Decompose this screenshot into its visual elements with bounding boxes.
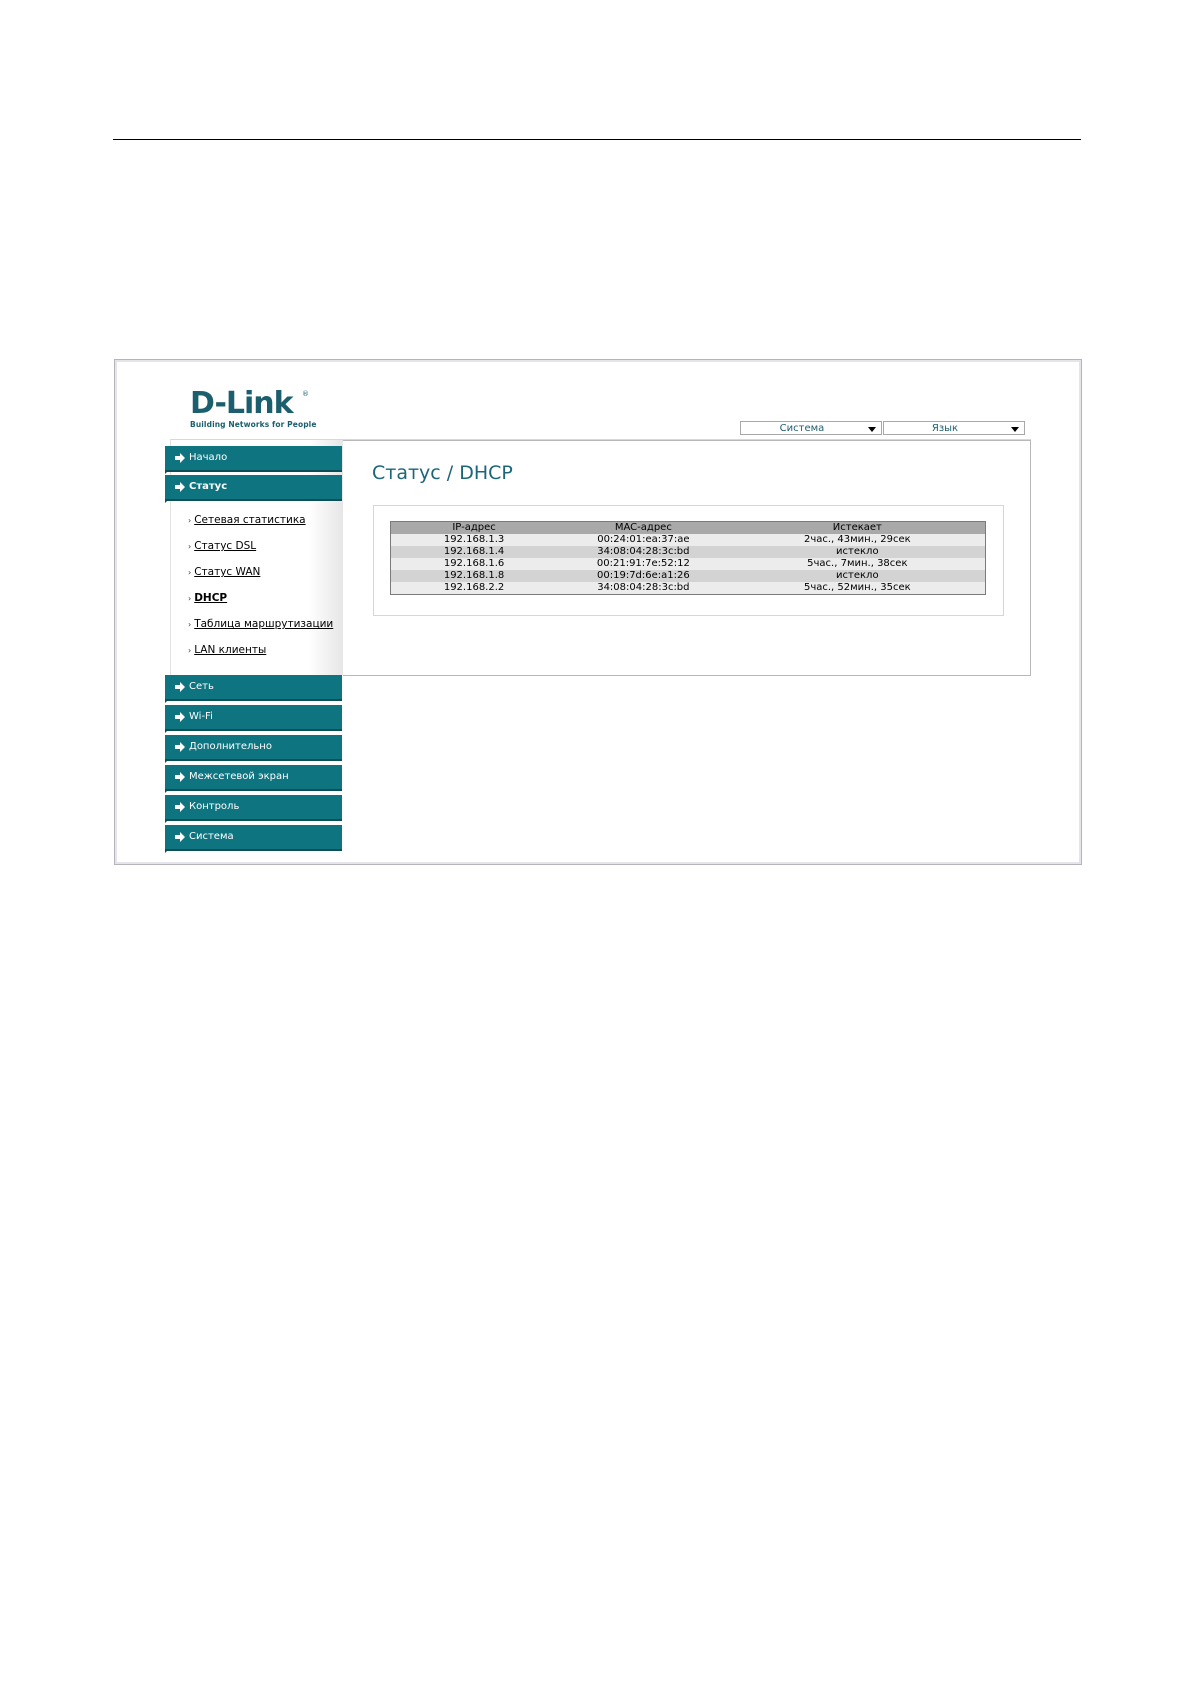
bullet-icon: › <box>188 542 192 551</box>
cell-expires: 5час., 52мин., 35сек <box>730 582 986 595</box>
sidebar-item-label: Межсетевой экран <box>189 771 289 782</box>
cell-ip: 192.168.1.6 <box>391 558 558 570</box>
cell-expires: 5час., 7мин., 38сек <box>730 558 986 570</box>
cell-mac: 00:24:01:ea:37:ae <box>557 534 730 546</box>
chevron-down-icon <box>868 427 876 432</box>
cell-ip: 192.168.1.8 <box>391 570 558 582</box>
arrow-right-icon <box>174 681 186 693</box>
system-dropdown-label: Система <box>779 423 825 434</box>
dhcp-leases-table <box>390 521 986 595</box>
logo-registered-mark: ® <box>302 390 309 398</box>
arrow-right-icon <box>174 741 186 753</box>
sidebar-item-advanced[interactable] <box>165 735 342 759</box>
arrow-right-icon <box>174 801 186 813</box>
submenu-item-label: Таблица маршрутизации <box>194 618 334 630</box>
cell-expires: истекло <box>730 570 986 582</box>
cell-ip: 192.168.1.3 <box>391 534 558 546</box>
table-row <box>391 534 986 546</box>
table-row <box>391 582 986 595</box>
table-header-row <box>391 522 986 535</box>
submenu-item-label: Статус WAN <box>194 566 261 578</box>
sidebar-item-label: Система <box>189 831 234 842</box>
submenu-item-routing-table[interactable] <box>188 618 333 630</box>
language-dropdown[interactable] <box>883 421 1025 435</box>
sidebar-item-network[interactable] <box>165 675 342 699</box>
bullet-icon: › <box>188 594 192 603</box>
bullet-icon: › <box>188 620 192 629</box>
submenu-item-wan-status[interactable] <box>188 566 260 578</box>
cell-ip: 192.168.1.4 <box>391 546 558 558</box>
bullet-icon: › <box>188 646 192 655</box>
column-header-ip: IP-адрес <box>391 522 558 535</box>
submenu-item-network-stats[interactable] <box>188 514 306 526</box>
submenu-item-dsl-status[interactable] <box>188 540 256 552</box>
cell-mac: 00:19:7d:6e:a1:26 <box>557 570 730 582</box>
submenu-item-label: Сетевая статистика <box>194 514 306 526</box>
logo-tagline: Building Networks for People <box>190 420 317 429</box>
cell-mac: 00:21:91:7e:52:12 <box>557 558 730 570</box>
cell-mac: 34:08:04:28:3c:bd <box>557 546 730 558</box>
chevron-down-icon <box>1011 427 1019 432</box>
arrow-right-icon <box>174 452 186 464</box>
sidebar-item-label: Статус <box>189 481 228 492</box>
submenu-item-label: DHCP <box>194 592 228 604</box>
cell-mac: 34:08:04:28:3c:bd <box>557 582 730 595</box>
sidebar-item-label: Wi-Fi <box>189 711 213 722</box>
sidebar-item-status[interactable] <box>165 475 342 499</box>
table-row <box>391 570 986 582</box>
sidebar-item-home[interactable] <box>165 446 342 470</box>
logo-wordmark: D-Link <box>190 386 293 421</box>
sidebar-item-firewall[interactable] <box>165 765 342 789</box>
bullet-icon: › <box>188 516 192 525</box>
sidebar-item-label: Начало <box>189 452 228 463</box>
cell-expires: 2час., 43мин., 29сек <box>730 534 986 546</box>
submenu-item-label: Статус DSL <box>194 540 257 552</box>
arrow-right-icon <box>174 771 186 783</box>
system-dropdown[interactable] <box>740 421 882 435</box>
arrow-right-icon <box>174 481 186 493</box>
column-header-expires: Истекает <box>730 522 986 535</box>
column-header-mac: MAC-адрес <box>557 522 730 535</box>
sidebar-item-label: Контроль <box>189 801 240 812</box>
table-row <box>391 546 986 558</box>
cell-ip: 192.168.2.2 <box>391 582 558 595</box>
page-title: Статус / DHCP <box>372 462 513 484</box>
language-dropdown-label: Язык <box>931 423 959 434</box>
sidebar-item-label: Дополнительно <box>189 741 272 752</box>
table-row <box>391 558 986 570</box>
dlink-logo <box>190 386 317 429</box>
page-divider <box>113 139 1081 140</box>
submenu-item-dhcp[interactable] <box>188 592 227 604</box>
arrow-right-icon <box>174 711 186 723</box>
submenu-item-lan-clients[interactable] <box>188 644 266 656</box>
cell-expires: истекло <box>730 546 986 558</box>
sidebar-item-control[interactable] <box>165 795 342 819</box>
arrow-right-icon <box>174 831 186 843</box>
sidebar-item-wifi[interactable] <box>165 705 342 729</box>
sidebar-item-label: Сеть <box>189 681 214 692</box>
sidebar-item-system[interactable] <box>165 825 342 849</box>
bullet-icon: › <box>188 568 192 577</box>
submenu-item-label: LAN клиенты <box>194 644 267 656</box>
